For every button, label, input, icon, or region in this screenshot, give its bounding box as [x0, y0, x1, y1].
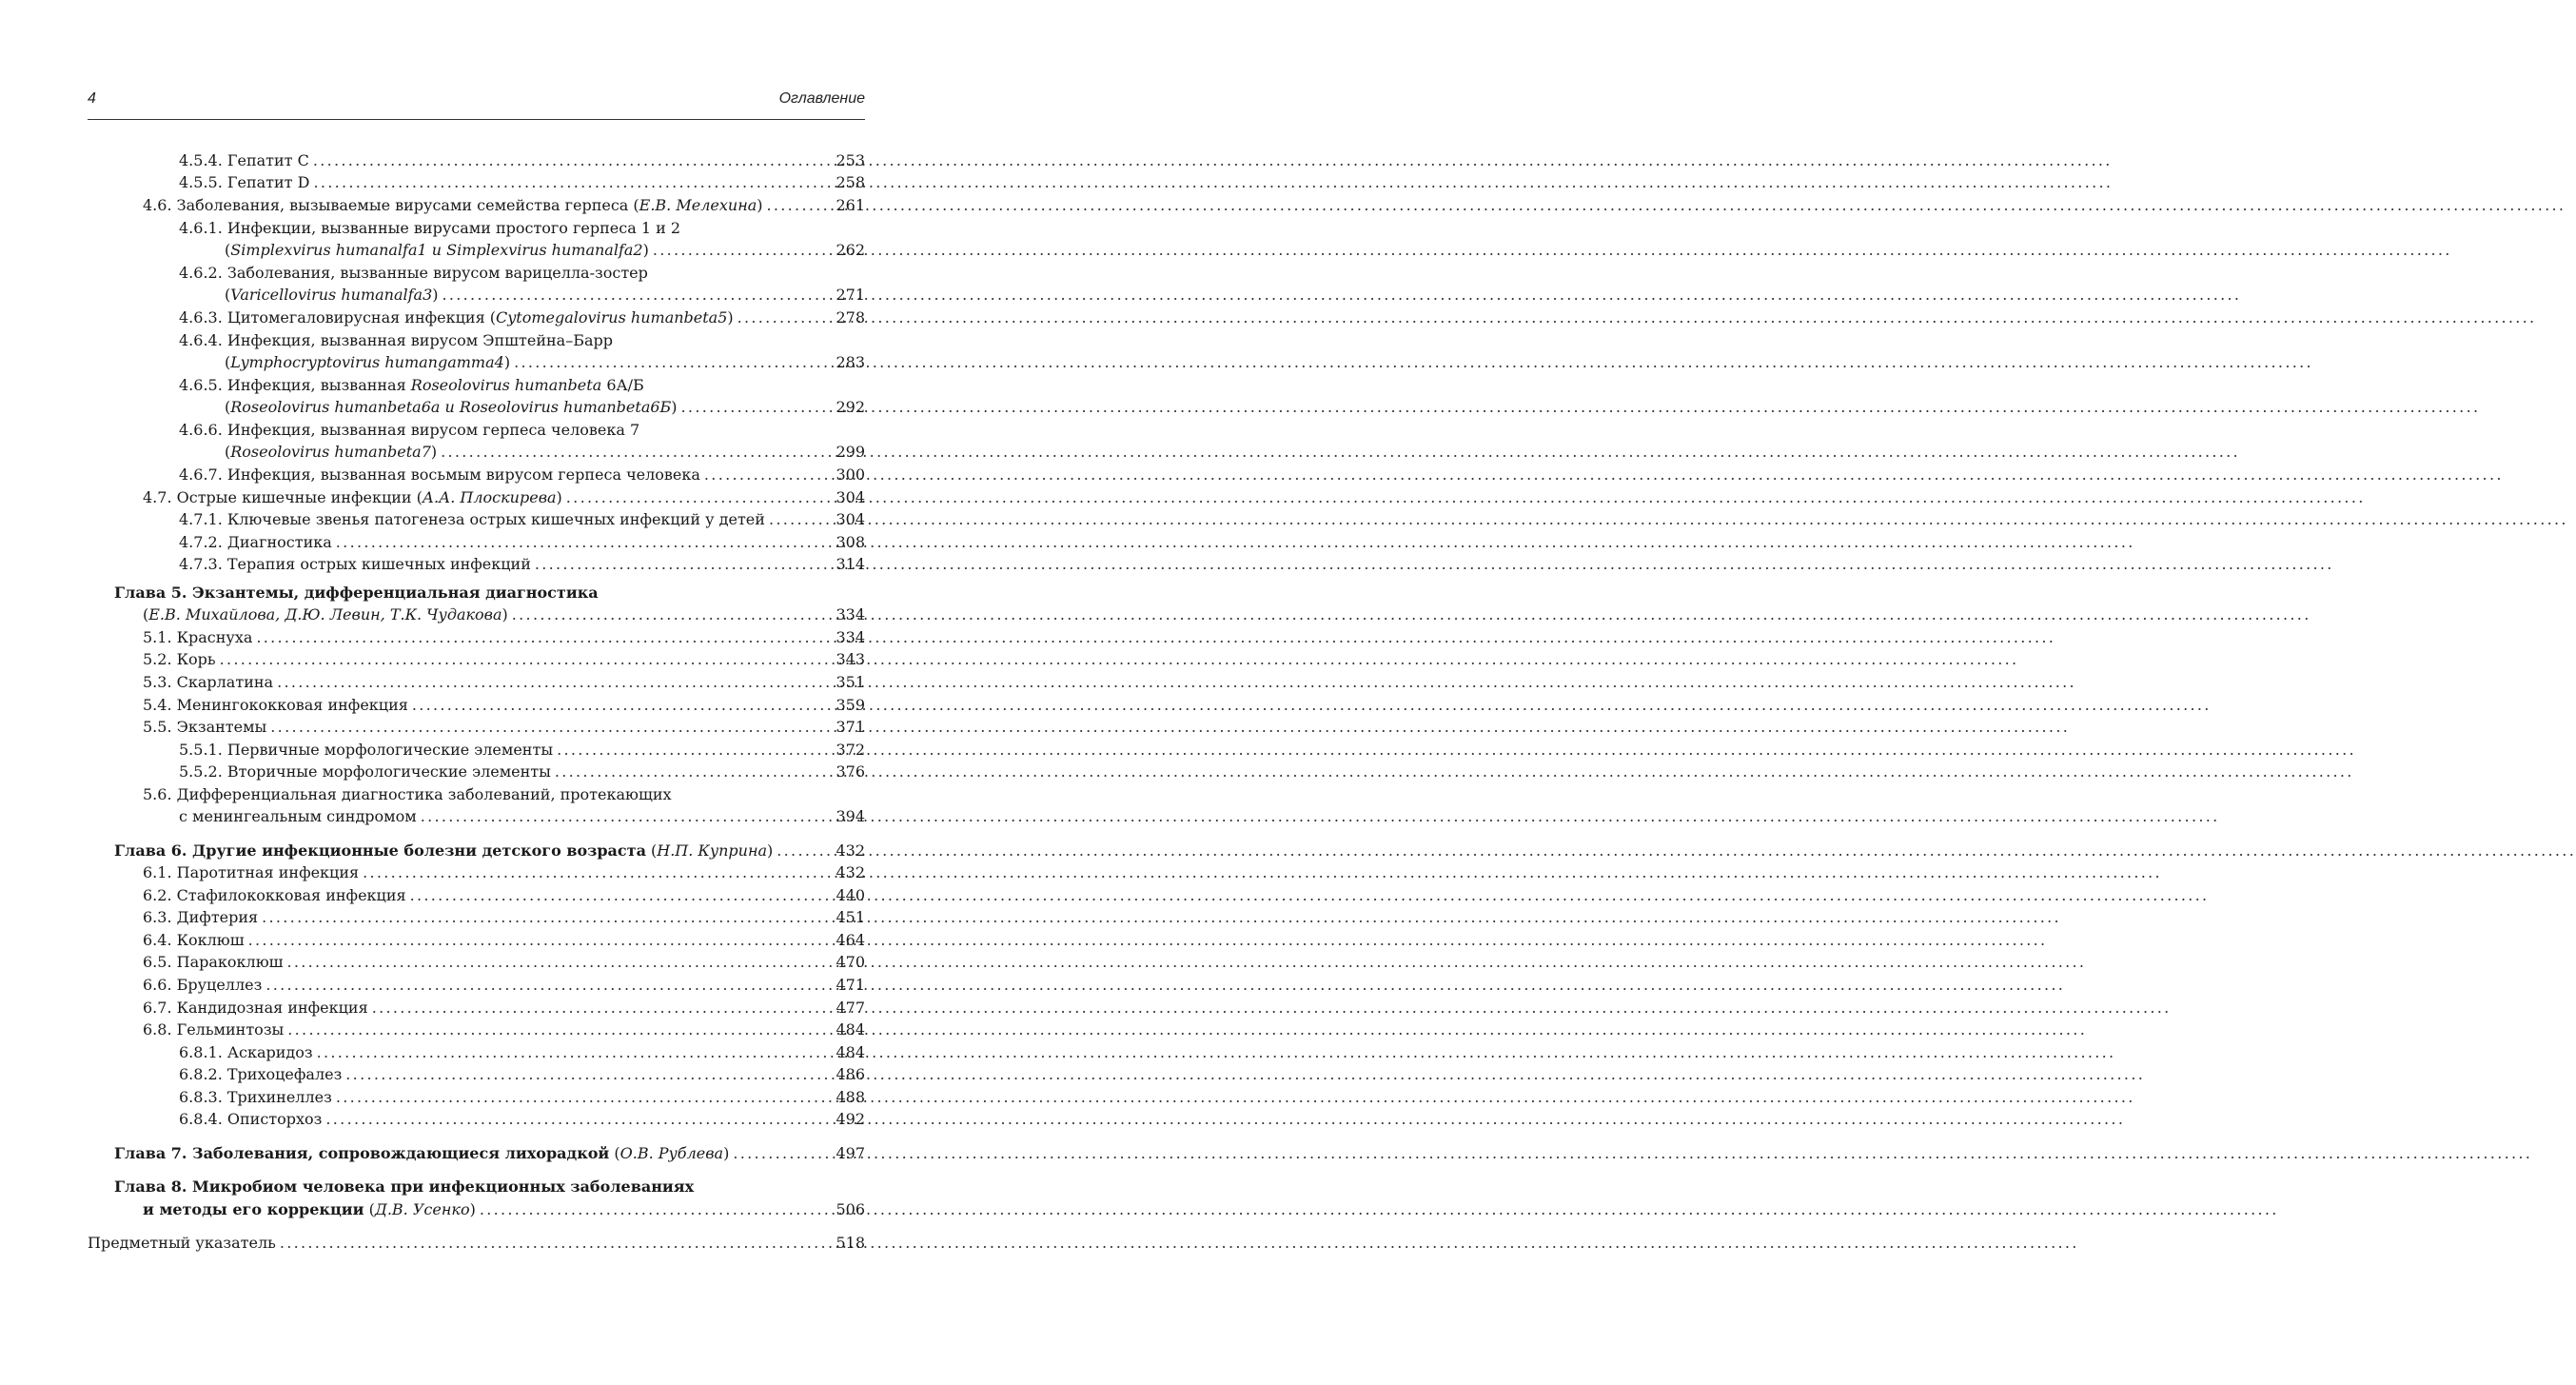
toc-entry[interactable]	[143, 1019, 865, 1040]
leader-dots	[345, 1064, 832, 1085]
entry-title: 6.6. Бруцеллез	[143, 976, 263, 994]
entry-title: (Simplexvirus humanalfa1 и Simplexvirus humanalfa2)	[225, 241, 649, 259]
entry-page: 451	[836, 908, 865, 926]
running-header	[88, 90, 865, 115]
leader-dots	[372, 998, 833, 1019]
toc-entry[interactable]	[143, 907, 865, 928]
entry-page: 351	[836, 673, 865, 691]
entry-page: 394	[836, 807, 865, 825]
entry-page: 300	[836, 465, 865, 484]
entry-page: 308	[836, 533, 865, 551]
entry-page: 271	[836, 286, 865, 304]
entry-title: 6.1. Паротитная инфекция	[143, 863, 360, 881]
toc-entry-line[interactable]: 4.6.2. Заболевания, вызванные вирусом варицелла-зостер	[179, 264, 648, 282]
entry-page: 299	[836, 443, 865, 461]
entry-page: 258	[836, 173, 865, 191]
entry-title: с менингеальным синдромом	[179, 807, 417, 825]
leader-dots	[480, 1199, 833, 1220]
leader-dots	[336, 532, 833, 553]
toc-entry[interactable]	[225, 442, 865, 463]
toc-entry[interactable]	[225, 240, 865, 261]
toc-entry[interactable]	[179, 806, 865, 827]
entry-title: (Е.В. Михайлова, Д.Ю. Левин, Т.К. Чудакова)	[143, 605, 508, 623]
chapter-heading[interactable]	[114, 841, 865, 861]
entry-page: 488	[836, 1088, 865, 1106]
leader-dots	[248, 930, 833, 951]
leader-dots	[512, 604, 833, 625]
toc-entry[interactable]	[143, 649, 865, 670]
entry-page: 372	[836, 741, 865, 759]
toc-entry[interactable]	[179, 532, 865, 553]
entry-page: 440	[836, 886, 865, 904]
toc-entry[interactable]	[179, 1064, 865, 1085]
leader-dots	[767, 195, 833, 216]
entry-latin-name: Simplexvirus humanalfa1 и Simplexvirus humanalfa2	[230, 241, 643, 259]
toc-entry-index[interactable]	[88, 1233, 865, 1254]
leader-dots	[653, 240, 833, 261]
leader-dots	[287, 952, 833, 973]
toc-entry[interactable]	[179, 172, 865, 193]
entry-page: 334	[836, 628, 865, 646]
entry-author: О.В. Рублева	[619, 1144, 724, 1162]
entry-title: 4.7.3. Терапия острых кишечных инфекций	[179, 555, 531, 573]
entry-page: 497	[836, 1144, 865, 1162]
toc-entry[interactable]	[179, 554, 865, 575]
toc-entry-line[interactable]: 4.6.5. Инфекция, вызванная Roseolovirus humanbeta 6А/Б	[179, 376, 644, 394]
running-title: Оглавление	[778, 90, 865, 107]
entry-title: 5.5. Экзантемы	[143, 718, 267, 736]
entry-title: 5.1. Краснуха	[143, 628, 253, 646]
leader-dots	[557, 740, 832, 761]
entry-title: Предметный указатель	[88, 1234, 276, 1252]
toc-entry[interactable]	[179, 465, 865, 485]
entry-page: 283	[836, 353, 865, 371]
entry-title: 6.8. Гельминтозы	[143, 1020, 285, 1039]
entry-title: (Roseolovirus humanbeta7)	[225, 443, 438, 461]
toc-entry[interactable]	[179, 1087, 865, 1108]
toc-entry-line[interactable]: 5.6. Дифференциальная диагностика заболеваний, протекающих	[143, 785, 672, 803]
toc-entry[interactable]	[143, 1199, 865, 1220]
toc-entry[interactable]	[143, 998, 865, 1019]
entry-title: (Lymphocryptovirus humangamma4)	[225, 353, 511, 371]
leader-dots	[410, 885, 833, 906]
entry-title: 6.5. Паракоклюш	[143, 953, 284, 971]
toc-entry[interactable]	[179, 762, 865, 782]
entry-author: Н.П. Куприна	[657, 841, 768, 860]
leader-dots	[442, 285, 833, 306]
leader-dots	[265, 975, 832, 996]
leader-dots	[681, 397, 833, 418]
toc-entry[interactable]	[179, 1042, 865, 1063]
entry-page: 278	[836, 308, 865, 326]
leader-dots	[280, 1233, 833, 1254]
entry-page: 334	[836, 605, 865, 623]
toc-entry[interactable]	[143, 695, 865, 716]
page-number: 4	[88, 90, 96, 107]
toc-entry[interactable]	[143, 627, 865, 648]
leader-dots	[566, 487, 833, 508]
entry-title: 5.4. Менингококковая инфекция	[143, 696, 408, 714]
entry-page: 432	[836, 841, 865, 860]
toc-entry-line[interactable]: 4.6.6. Инфекция, вызванная вирусом герпеса человека 7	[179, 421, 640, 439]
entry-page: 261	[836, 196, 865, 214]
entry-title: (Roseolovirus humanbeta6a и Roseolovirus humanbeta6Б)	[225, 398, 678, 416]
leader-dots	[704, 465, 833, 485]
chapter-heading[interactable]: Глава 5. Экзантемы, дифференциальная диагностика	[114, 584, 599, 602]
entry-title: 4.6.7. Инфекция, вызванная восьмым вирусом герпеса человека	[179, 465, 700, 484]
leader-dots	[256, 627, 832, 648]
entry-title: 4.7.2. Диагностика	[179, 533, 332, 551]
entry-title: и методы его коррекции (Д.В. Усенко)	[143, 1200, 476, 1218]
entry-title: (Varicellovirus humanalfa3)	[225, 286, 439, 304]
entry-page: 314	[836, 555, 865, 573]
leader-dots	[555, 762, 833, 782]
entry-title: 4.5.5. Гепатит D	[179, 173, 310, 191]
entry-page: 470	[836, 953, 865, 971]
toc-entry[interactable]	[179, 307, 865, 328]
entry-page: 492	[836, 1110, 865, 1128]
entry-title: Глава 6. Другие инфекционные болезни детского возраста (Н.П. Куприна)	[114, 841, 774, 860]
leader-dots	[317, 1042, 833, 1063]
toc-entry[interactable]	[143, 975, 865, 996]
leader-dots	[737, 307, 833, 328]
leader-dots	[412, 695, 833, 716]
entry-title: 5.2. Корь	[143, 650, 216, 668]
leader-dots	[769, 509, 833, 530]
entry-page: 304	[836, 488, 865, 506]
entry-author: А.А. Плоскирева	[422, 488, 557, 506]
entry-latin-name: Lymphocryptovirus humangamma4	[230, 353, 504, 371]
entry-page: 464	[836, 931, 865, 949]
leader-dots	[313, 150, 833, 171]
toc-entry[interactable]	[179, 509, 865, 530]
entry-title: 6.8.3. Трихинеллез	[179, 1088, 332, 1106]
toc-entry-line[interactable]: 4.6.4. Инфекция, вызванная вирусом Эпштейна–Барр	[179, 331, 613, 349]
entry-title: 5.5.1. Первичные морфологические элементы	[179, 741, 554, 759]
entry-page: 343	[836, 650, 865, 668]
toc-entry[interactable]	[179, 150, 865, 171]
entry-title: 4.5.4. Гепатит С	[179, 151, 309, 169]
leader-dots	[363, 862, 832, 883]
chapter-heading[interactable]: Глава 8. Микробиом человека при инфекционных заболеваниях	[114, 1177, 695, 1196]
entry-latin-name: Roseolovirus humanbeta6a и Roseolovirus humanbeta6Б	[230, 398, 672, 416]
entry-page: 518	[836, 1234, 865, 1252]
leader-dots	[270, 717, 832, 738]
entry-latin-name: Varicellovirus humanalfa3	[230, 286, 433, 304]
toc-entry[interactable]	[225, 285, 865, 306]
toc-entry[interactable]	[143, 930, 865, 951]
entry-title: 4.7.1. Ключевые звенья патогенеза острых кишечных инфекций у детей	[179, 510, 765, 528]
leader-dots	[325, 1109, 832, 1130]
toc-entry[interactable]	[143, 862, 865, 883]
leader-dots	[313, 172, 832, 193]
toc-entry[interactable]	[143, 885, 865, 906]
entry-title: 4.7. Острые кишечные инфекции (А.А. Плоскирева)	[143, 488, 562, 506]
entry-title: 5.3. Скарлатина	[143, 673, 274, 691]
leader-dots	[514, 352, 832, 373]
entry-latin-name: Roseolovirus humanbeta	[410, 376, 602, 394]
leader-dots	[220, 649, 833, 670]
toc-entry[interactable]	[143, 717, 865, 738]
leader-dots	[777, 841, 832, 861]
entry-title: 4.6. Заболевания, вызываемые вирусами семейства герпеса (Е.В. Мелехина)	[143, 196, 763, 214]
entry-author: Д.В. Усенко	[374, 1200, 470, 1218]
entry-page: 292	[836, 398, 865, 416]
toc-entry[interactable]	[179, 1109, 865, 1130]
entry-title: 6.7. Кандидозная инфекция	[143, 999, 368, 1017]
entry-author: Е.В. Мелехина	[639, 196, 757, 214]
toc-entry[interactable]	[225, 397, 865, 418]
entry-page: 486	[836, 1065, 865, 1083]
toc-entry[interactable]	[143, 195, 865, 216]
toc-entry[interactable]	[179, 740, 865, 761]
leader-dots	[277, 672, 832, 693]
entry-page: 304	[836, 510, 865, 528]
entry-page: 262	[836, 241, 865, 259]
entry-title: 6.8.1. Аскаридоз	[179, 1043, 313, 1061]
entry-title: 5.5.2. Вторичные морфологические элементы	[179, 762, 551, 781]
entry-page: 477	[836, 999, 865, 1017]
entry-latin-name: Roseolovirus humanbeta7	[230, 443, 431, 461]
leader-dots	[421, 806, 833, 827]
toc-entry[interactable]	[225, 352, 865, 373]
entry-title: 6.4. Коклюш	[143, 931, 245, 949]
entry-page: 506	[836, 1200, 865, 1218]
leader-dots	[535, 554, 833, 575]
leader-dots	[287, 1019, 832, 1040]
entry-title: 4.6.3. Цитомегаловирусная инфекция (Cytomegalovirus humanbeta5)	[179, 308, 734, 326]
entry-author: Е.В. Михайлова, Д.Ю. Левин, Т.К. Чудакова	[148, 605, 502, 623]
header-rule	[88, 119, 865, 120]
toc-entry[interactable]	[143, 672, 865, 693]
entry-title: Глава 7. Заболевания, сопровождающиеся лихорадкой (О.В. Рублева)	[114, 1144, 730, 1162]
toc-entry[interactable]	[143, 487, 865, 508]
entry-page: 371	[836, 718, 865, 736]
toc-entry-line[interactable]: 4.6.1. Инфекции, вызванные вирусами простого герпеса 1 и 2	[179, 219, 681, 237]
entry-latin-name: Cytomegalovirus humanbeta5	[495, 308, 728, 326]
leader-dots	[441, 442, 832, 463]
leader-dots	[733, 1143, 832, 1164]
entry-page: 484	[836, 1020, 865, 1039]
entry-page: 376	[836, 762, 865, 781]
chapter-heading[interactable]	[114, 1143, 865, 1164]
entry-page: 432	[836, 863, 865, 881]
entry-title: 6.2. Стафилококковая инфекция	[143, 886, 406, 904]
entry-page: 471	[836, 976, 865, 994]
entry-title: 6.8.4. Описторхоз	[179, 1110, 323, 1128]
toc-entry[interactable]	[143, 952, 865, 973]
toc-page	[0, 0, 952, 1385]
leader-dots	[262, 907, 832, 928]
entry-page: 253	[836, 151, 865, 169]
leader-dots	[336, 1087, 833, 1108]
entry-title: 6.8.2. Трихоцефалез	[179, 1065, 343, 1083]
entry-page: 484	[836, 1043, 865, 1061]
toc-entry[interactable]	[143, 604, 865, 625]
entry-title: 6.3. Дифтерия	[143, 908, 259, 926]
entry-page: 359	[836, 696, 865, 714]
